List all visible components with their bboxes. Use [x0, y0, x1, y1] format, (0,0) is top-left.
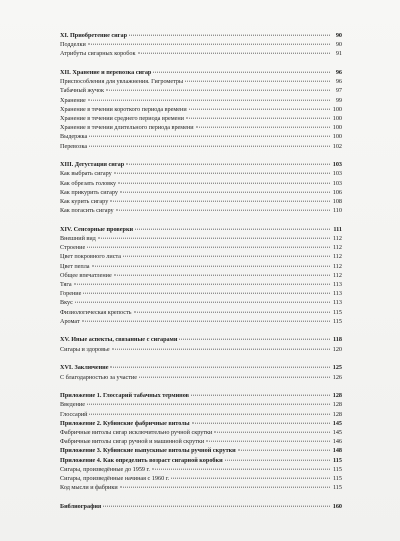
toc-entry-title: XI. Приобретение сигар [60, 32, 128, 39]
toc-entry [60, 410, 342, 419]
dot-leader [74, 284, 330, 285]
dot-leader [238, 450, 330, 451]
toc-page-number: 148 [332, 447, 342, 455]
toc-page-number: 100 [332, 124, 342, 132]
dot-leader [123, 256, 330, 257]
toc-entry [60, 40, 342, 49]
toc-section [60, 502, 342, 511]
toc-chapter-entry [60, 456, 342, 465]
toc-entry [60, 252, 342, 261]
dot-leader [196, 127, 330, 128]
toc-page-number: 118 [333, 336, 342, 344]
toc-entry-title: Перевозка [60, 142, 88, 150]
toc-entry-title: Приложение 1. Глоссарий табачных терминов [60, 392, 190, 400]
toc-entry [60, 465, 342, 474]
toc-page-number: 99 [335, 96, 342, 104]
toc-entry-title: Приложение 3. Кубинские выпускные витолы ручной скрутки [60, 447, 236, 455]
toc-entry [60, 243, 342, 252]
toc-entry [60, 317, 342, 326]
toc-entry [60, 474, 342, 483]
toc-page-number: 145 [332, 428, 342, 436]
toc-page-number: 110 [332, 207, 342, 215]
dot-leader [129, 35, 330, 36]
toc-section [60, 160, 342, 215]
toc-section [60, 391, 342, 492]
dot-leader [89, 413, 330, 414]
toc-entry-title: Фабричные витолы сигар исключительно ручной скрутки [60, 428, 213, 436]
toc-page-number: 90 [335, 41, 342, 49]
toc-page-number: 115 [332, 465, 342, 473]
dot-leader [126, 164, 330, 165]
toc-entry [60, 234, 342, 243]
toc-page-number: 106 [332, 188, 342, 196]
toc-entry [60, 188, 342, 197]
toc-entry-title: Как выбрать сигару [60, 170, 112, 178]
toc-chapter-entry [60, 363, 342, 372]
toc-page-number: 112 [332, 262, 342, 270]
toc-entry-title: Как обрезать головку [60, 179, 117, 187]
toc-page-number: 128 [332, 401, 342, 409]
toc-page-number: 128 [332, 392, 342, 400]
toc-page-number: 112 [332, 271, 342, 279]
toc-chapter-entry [60, 225, 342, 234]
dot-leader [152, 468, 330, 469]
toc-entry-title: Сигары, произведённые до 1959 г. [60, 465, 150, 473]
toc-entry-title: XII. Хранение и перевозка сигар [60, 69, 152, 77]
toc-page-number: 146 [332, 438, 342, 446]
toc-page-number: 112 [332, 235, 342, 243]
dot-leader [138, 53, 330, 54]
toc-entry-title: XIV. Сенсорные проверки [60, 225, 134, 233]
toc-section [60, 363, 342, 381]
dot-leader [120, 487, 330, 488]
toc-entry-title: Приложение 2. Кубинские фабричные витолы [60, 419, 190, 427]
toc-entry [60, 206, 342, 215]
toc-entry [60, 114, 342, 123]
toc-entry [60, 345, 342, 354]
toc-page-number: 97 [335, 87, 342, 95]
toc-entry-title: Хранение [60, 96, 86, 104]
dot-leader [191, 395, 330, 396]
toc-entry [60, 262, 342, 271]
toc-chapter-entry [60, 502, 342, 511]
toc-page-number: 115 [333, 456, 342, 464]
toc-section [60, 335, 342, 353]
toc-entry-title: Сигары и здоровье [60, 345, 110, 353]
toc-page-number: 96 [335, 78, 342, 86]
toc-entry [60, 142, 342, 151]
toc-chapter-entry [60, 391, 342, 400]
dot-leader [88, 44, 330, 45]
toc-entry-title: Хранение в течении длительного периода времени [60, 124, 194, 132]
toc-page-number: 115 [332, 308, 342, 316]
toc-page-number: 112 [332, 253, 342, 261]
toc-entry-title: XV. Иные аспекты, связанные с сигарами [60, 336, 178, 344]
toc-entry-title: Горение [60, 290, 82, 298]
toc-entry [60, 437, 342, 446]
toc-entry-title: Общее впечатление [60, 271, 112, 279]
toc-page-number: 100 [332, 115, 342, 122]
toc-entry [60, 308, 342, 317]
toc-page-number: 91 [335, 50, 342, 58]
toc-entry-title: Строение [60, 244, 86, 252]
toc-entry [60, 123, 342, 132]
toc-entry [60, 483, 342, 492]
dot-leader [87, 404, 330, 405]
dot-leader [103, 505, 330, 506]
toc-entry [60, 169, 342, 178]
toc-entry [60, 86, 342, 95]
dot-leader [153, 72, 330, 73]
toc-entry-title: Табачный жучок [60, 87, 105, 95]
dot-leader [75, 302, 330, 303]
dot-leader [83, 293, 330, 294]
toc-page-number: 103 [332, 170, 342, 178]
dot-leader [116, 210, 330, 211]
toc-entry-title: Подделки [60, 41, 86, 49]
toc-chapter-entry [60, 160, 342, 169]
dot-leader [88, 99, 330, 100]
dot-leader [135, 229, 330, 230]
dot-leader [139, 376, 330, 377]
toc-entry-title: XIII. Дегустация сигар [60, 161, 125, 169]
toc-page-number: 96 [335, 69, 342, 77]
toc-page-number: 115 [332, 474, 342, 482]
toc-chapter-entry [60, 31, 342, 40]
dot-leader [110, 367, 330, 368]
toc-entry [60, 132, 342, 141]
toc-page-number: 126 [332, 373, 342, 381]
toc-entry-title: Выдержка [60, 133, 88, 141]
toc-chapter-entry [60, 446, 342, 455]
toc-page-number: 108 [332, 198, 342, 205]
toc-page-number: 120 [332, 345, 342, 353]
toc-page-number: 113 [332, 281, 342, 288]
toc-entry-title: Вкус [60, 299, 73, 307]
toc-page-number: 115 [332, 484, 342, 492]
toc-chapter-entry [60, 419, 342, 428]
dot-leader [112, 348, 330, 349]
dot-leader [192, 422, 330, 423]
toc-entry [60, 298, 342, 307]
toc-entry-title: Как прикурить сигару [60, 188, 118, 196]
toc-entry [60, 289, 342, 298]
toc-entry-title: Хранение в течении среднего периода времени [60, 115, 184, 122]
toc-entry [60, 197, 342, 206]
toc-entry-title: Как погасить сигару [60, 207, 114, 215]
toc-page-number: 125 [332, 364, 342, 372]
toc-entry-title: Как курить сигару [60, 198, 109, 205]
table-of-contents [60, 31, 342, 520]
toc-entry-title: С благодарностью за участие [60, 373, 137, 381]
dot-leader [110, 201, 330, 202]
toc-page-number: 103 [332, 161, 342, 169]
toc-entry [60, 400, 342, 409]
toc-entry [60, 96, 342, 105]
toc-entry-title: Приложение 4. Как определить возраст сигарной коробки [60, 456, 223, 464]
toc-page-number: 100 [332, 105, 342, 113]
dot-leader [186, 118, 330, 119]
toc-entry [60, 428, 342, 437]
dot-leader [179, 339, 330, 340]
toc-page-number: 115 [332, 317, 342, 325]
toc-page-number: 103 [332, 179, 342, 187]
dot-leader [185, 81, 330, 82]
toc-entry-title: Код мысли и фабрики [60, 484, 118, 492]
toc-entry-title: Цвет пепла [60, 262, 90, 270]
dot-leader [225, 459, 330, 460]
dot-leader [92, 265, 330, 266]
toc-chapter-entry [60, 335, 342, 344]
toc-entry-title: Атрибуты сигарных коробок [60, 50, 136, 58]
dot-leader [114, 173, 330, 174]
toc-section [60, 31, 342, 59]
dot-leader [189, 109, 330, 110]
toc-page-number: 160 [332, 502, 342, 510]
toc-entry-title: Аромат [60, 317, 80, 325]
toc-entry [60, 49, 342, 58]
dot-leader [98, 238, 330, 239]
dot-leader [206, 441, 330, 442]
toc-entry-title: Библиография [60, 502, 102, 510]
dot-leader [134, 311, 331, 312]
toc-entry [60, 77, 342, 86]
toc-page-number: 145 [332, 419, 342, 427]
toc-section [60, 225, 342, 326]
toc-entry [60, 271, 342, 280]
toc-entry-title: Приспособления для увлажнения. Гигрометры [60, 78, 184, 86]
toc-page-number: 90 [335, 32, 342, 39]
toc-entry-title: Тяга [60, 281, 72, 288]
toc-entry [60, 280, 342, 289]
toc-entry-title: Глоссарий [60, 410, 88, 418]
toc-entry-title: Цвет покровного листа [60, 253, 121, 261]
dot-leader [214, 432, 330, 433]
toc-entry-title: Хранение в течении короткого периода времени [60, 105, 187, 113]
dot-leader [82, 320, 330, 321]
dot-leader [89, 136, 330, 137]
toc-entry-title: Сигары, произведённые начиная с 1960 г. [60, 474, 170, 482]
dot-leader [118, 182, 330, 183]
dot-leader [120, 192, 330, 193]
toc-entry-title: Внешний вид [60, 235, 96, 243]
toc-page-number: 100 [332, 133, 342, 141]
dot-leader [171, 478, 330, 479]
dot-leader [89, 145, 330, 146]
toc-entry-title: Фабричные витолы сигар ручной и машинной скрутки [60, 438, 205, 446]
toc-entry-title: Физиологическая крепость [60, 308, 132, 316]
toc-page-number: 128 [332, 410, 342, 418]
toc-chapter-entry [60, 68, 342, 77]
toc-entry [60, 105, 342, 114]
toc-page-number: 102 [332, 142, 342, 150]
toc-page-number: 113 [332, 299, 342, 307]
toc-page-number: 113 [332, 290, 342, 298]
toc-entry [60, 373, 342, 382]
toc-entry-title: Введение [60, 401, 85, 409]
dot-leader [87, 247, 330, 248]
toc-entry-title: XVI. Заключение [60, 364, 109, 372]
toc-page-number: 111 [333, 225, 342, 233]
toc-entry [60, 179, 342, 188]
toc-page-number: 112 [332, 244, 342, 252]
toc-section [60, 68, 342, 151]
dot-leader [114, 275, 330, 276]
dot-leader [106, 90, 330, 91]
